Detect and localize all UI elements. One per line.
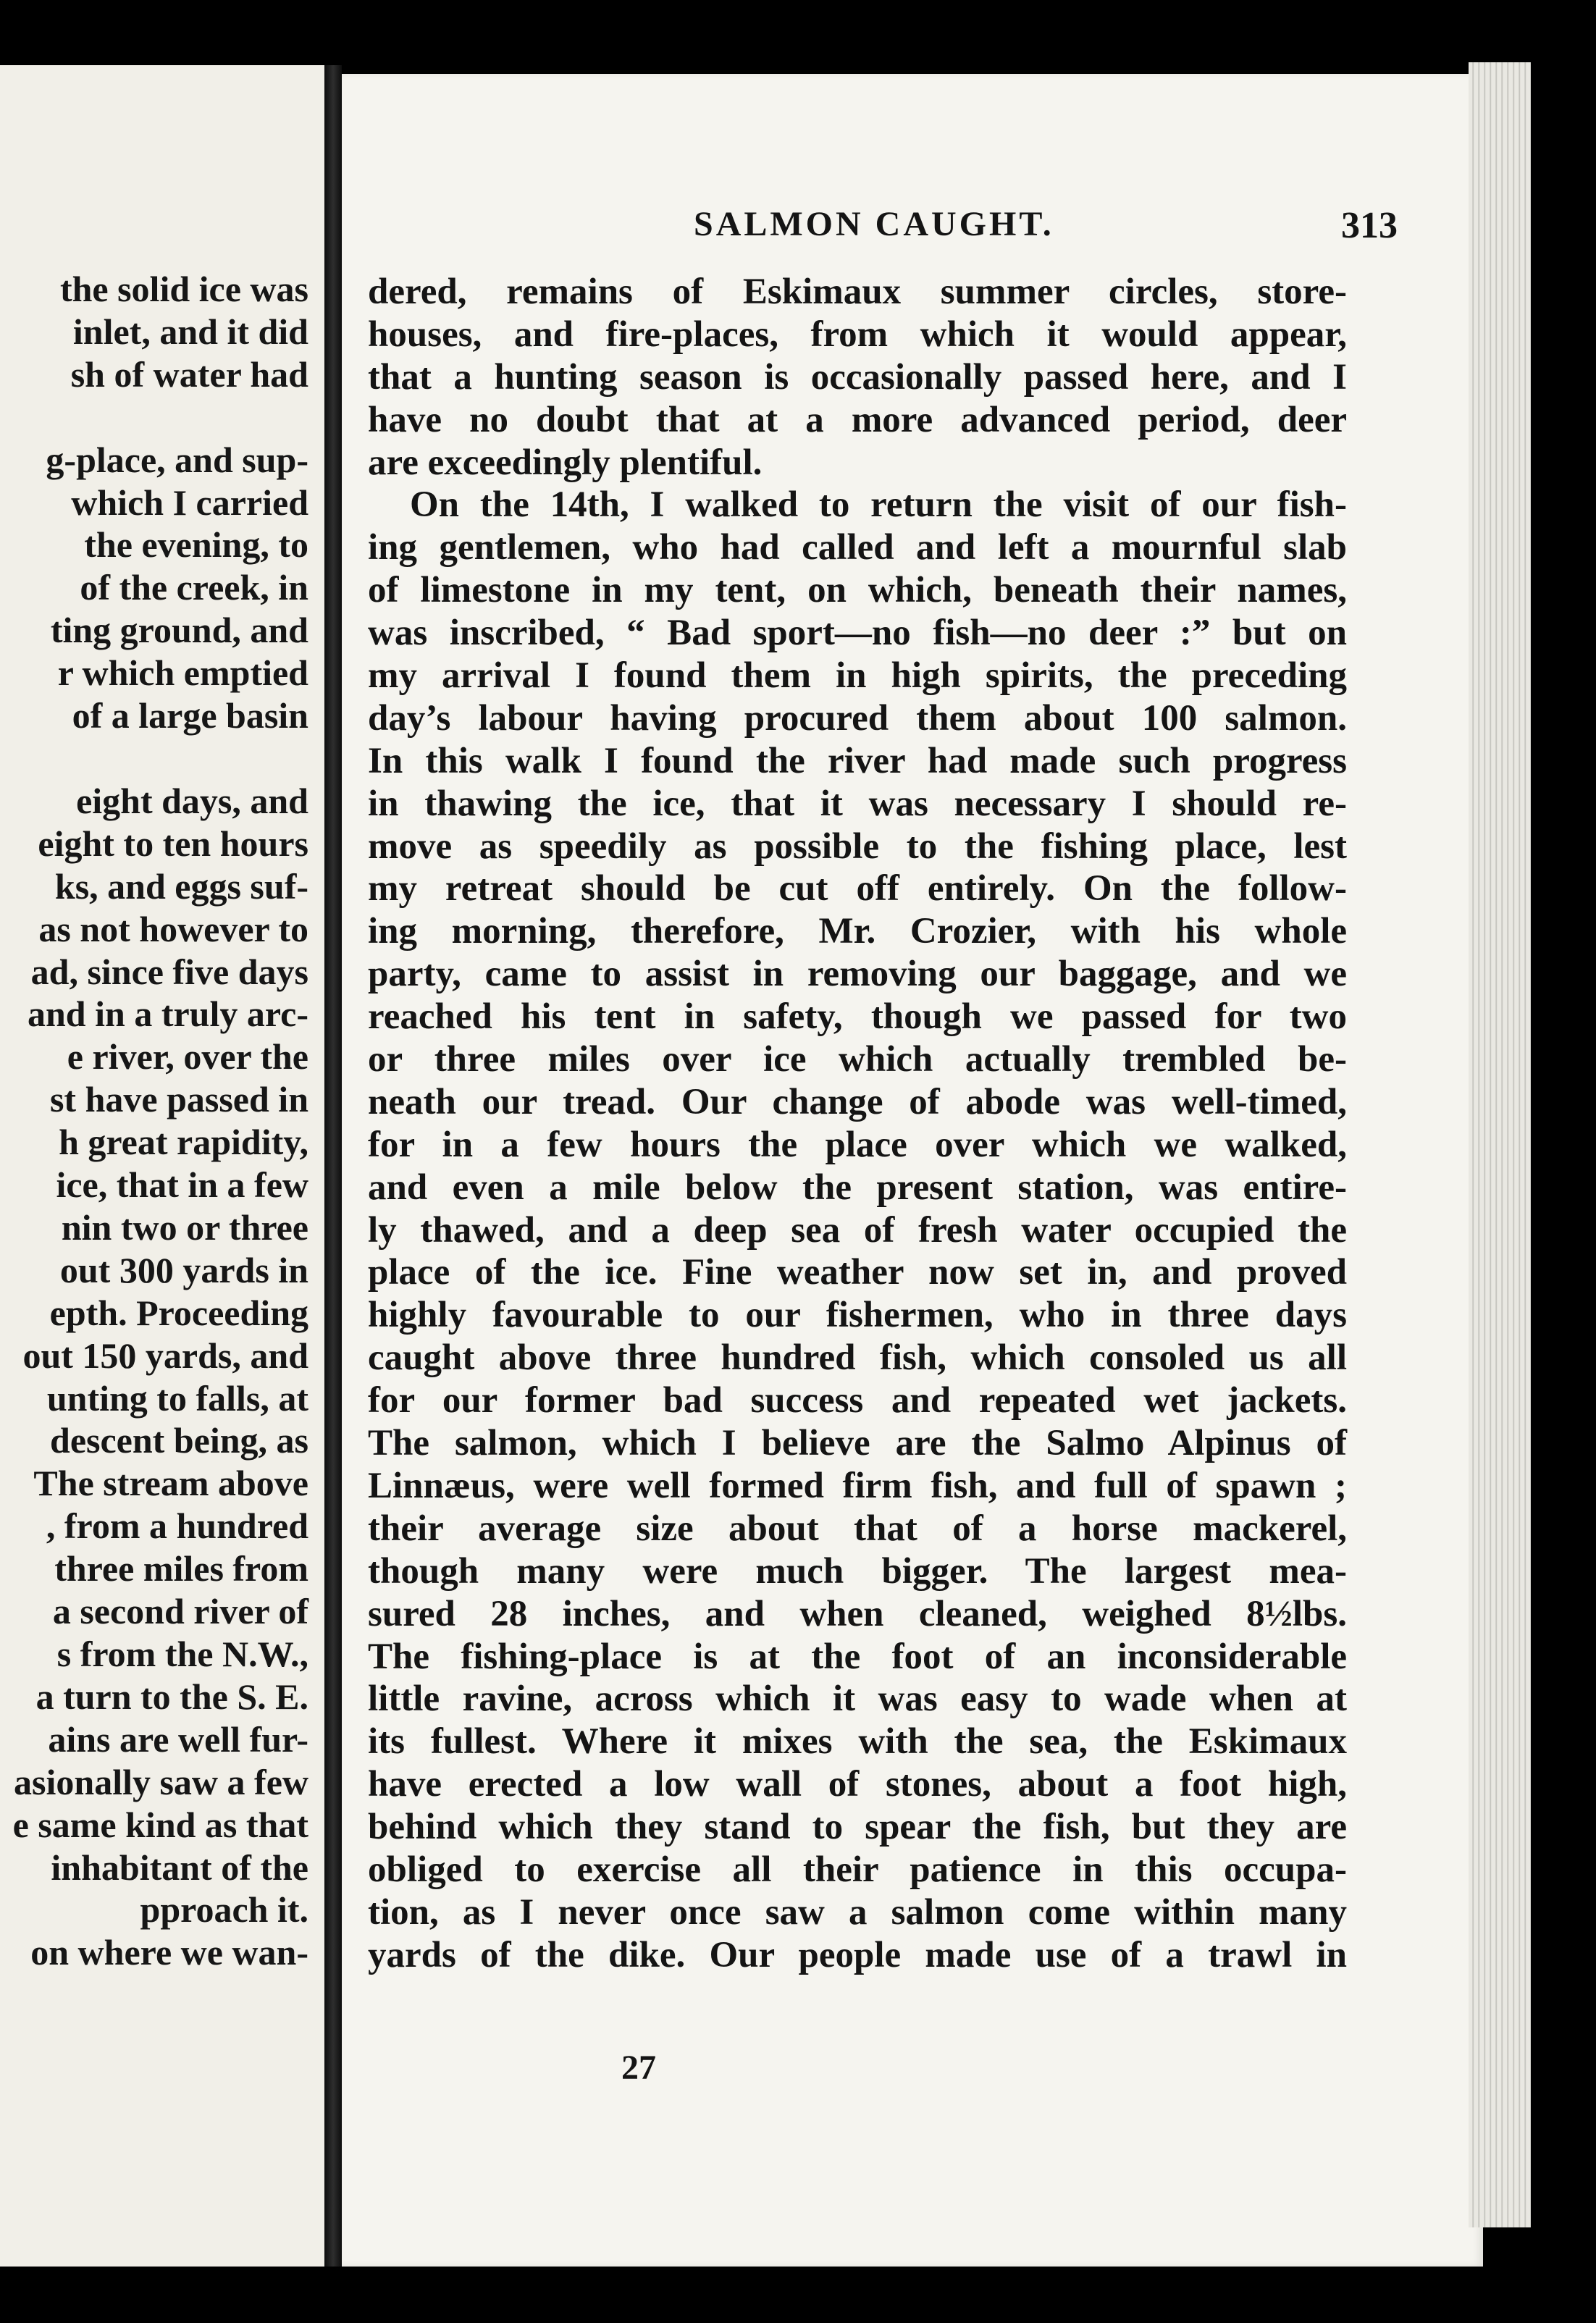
facing-page-line: out 150 yards, and xyxy=(22,1335,308,1376)
facing-page-line: s from the N.W., xyxy=(56,1634,308,1674)
text-line: houses, and fire-places, from which it would appear, xyxy=(368,314,1347,355)
text-line: In this walk I found the river had made such progress xyxy=(368,740,1347,781)
facing-page-line: ting ground, and xyxy=(50,610,308,651)
book-page xyxy=(342,74,1483,2267)
facing-page-line: e same kind as that xyxy=(12,1804,308,1845)
text-line: for in a few hours the place over which we walked, xyxy=(368,1124,1347,1165)
text-line: its fullest. Where it mixes with the sea, the Eskimaux xyxy=(368,1721,1347,1763)
text-line: ing gentlemen, who had called and left a mournful slab xyxy=(368,527,1347,568)
facing-page-line xyxy=(0,396,308,439)
text-line: tion, as I never once saw a salmon come within many xyxy=(368,1891,1347,1933)
text-line: or three miles over ice which actually trembled be- xyxy=(368,1039,1347,1080)
text-line: my arrival I found them in high spirits, the preceding xyxy=(368,655,1347,697)
facing-page-line: eight to ten hours xyxy=(38,823,308,864)
facing-page-line: sh of water had xyxy=(70,353,308,395)
signature-mark: 27 xyxy=(621,2049,656,2087)
page-number: 313 xyxy=(1341,205,1398,246)
facing-page-line: asionally saw a few xyxy=(14,1761,308,1802)
text-line: yards of the dike. Our people made use of a trawl in xyxy=(368,1934,1347,1975)
facing-page-line: unting to falls, at xyxy=(46,1377,308,1419)
facing-page-line: out 300 yards in xyxy=(59,1249,308,1290)
text-line: sured 28 inches, and when cleaned, weighed 8½lbs. xyxy=(368,1593,1347,1634)
facing-page-line: inlet, and it did xyxy=(72,311,308,352)
text-line: that a hunting season is occasionally passed here, and I xyxy=(368,356,1347,398)
text-line: ly thawed, and a deep sea of fresh water occupied the xyxy=(368,1209,1347,1251)
text-line: my retreat should be cut off entirely. On the follow- xyxy=(368,868,1347,910)
text-line: in thawing the ice, that it was necessary I should re- xyxy=(368,783,1347,824)
text-line: party, came to assist in removing our baggage, and we xyxy=(368,954,1347,995)
facing-page-line xyxy=(0,737,308,780)
text-line: ing morning, therefore, Mr. Crozier, with his whole xyxy=(368,911,1347,952)
facing-page-line: the evening, to xyxy=(84,524,308,566)
text-line: and even a mile below the present station, was entire- xyxy=(368,1167,1347,1208)
text-line: though many were much bigger. The largest mea- xyxy=(368,1550,1347,1592)
text-line: day’s labour having procured them about 100 salmon. xyxy=(368,697,1347,739)
text-line: have erected a low wall of stones, about a foot high, xyxy=(368,1764,1347,1805)
facing-page-line: r which emptied xyxy=(57,652,308,694)
facing-page-line: as not however to xyxy=(38,908,308,949)
facing-page-left xyxy=(0,65,324,2267)
facing-page-line: eight days, and xyxy=(76,780,308,821)
facing-page-line: a turn to the S. E. xyxy=(35,1676,308,1717)
facing-page-text xyxy=(0,268,308,1974)
text-line: The salmon, which I believe are the Salmo Alpinus of xyxy=(368,1423,1347,1464)
facing-page-line: e river, over the xyxy=(67,1036,308,1078)
text-line: little ravine, across which it was easy to wade when at xyxy=(368,1679,1347,1720)
running-head xyxy=(342,204,1483,255)
facing-page-line: ad, since five days xyxy=(30,951,308,992)
facing-page-line: of the creek, in xyxy=(80,567,308,608)
text-line: Linnæus, were well formed firm fish, and full of spawn ; xyxy=(368,1465,1347,1506)
page-edges xyxy=(1469,62,1531,2227)
text-line: reached his tent in safety, though we passed for two xyxy=(368,996,1347,1038)
facing-page-line: ks, and eggs suf- xyxy=(54,865,308,907)
facing-page-line: three miles from xyxy=(54,1548,308,1589)
text-line: move as speedily as possible to the fishing place, lest xyxy=(368,826,1347,867)
facing-page-line: of a large basin xyxy=(72,695,308,736)
text-line: for our former bad success and repeated wet jackets. xyxy=(368,1380,1347,1421)
facing-page-line: ains are well fur- xyxy=(48,1718,308,1760)
facing-page-line: , from a hundred xyxy=(46,1505,308,1547)
facing-page-line: descent being, as xyxy=(50,1420,308,1461)
book-gutter xyxy=(324,65,342,2267)
text-line: of limestone in my tent, on which, beneath their names, xyxy=(368,570,1347,611)
facing-page-line: inhabitant of the xyxy=(51,1847,308,1888)
facing-page-line: g-place, and sup- xyxy=(46,439,308,480)
facing-page-line: a second river of xyxy=(52,1591,308,1632)
facing-page-line: the solid ice was xyxy=(59,269,308,309)
facing-page-line: nin two or three xyxy=(61,1206,308,1248)
text-line: neath our tread. Our change of abode was well-timed, xyxy=(368,1081,1347,1122)
facing-page-line: st have passed in xyxy=(49,1079,308,1120)
text-line: caught above three hundred fish, which consoled us all xyxy=(368,1337,1347,1379)
text-line: obliged to exercise all their patience in this occupa- xyxy=(368,1849,1347,1890)
text-line: place of the ice. Fine weather now set in, and proved xyxy=(368,1252,1347,1293)
facing-page-line: on where we wan- xyxy=(30,1932,308,1973)
facing-page-line: epth. Proceeding xyxy=(49,1292,308,1333)
text-line: On the 14th, I walked to return the visit of our fish- xyxy=(410,484,1347,526)
facing-page-line: which I carried xyxy=(71,482,308,523)
text-line: dered, remains of Eskimaux summer circles, store- xyxy=(368,272,1347,312)
body-text xyxy=(368,271,1347,1977)
text-line: are exceedingly plentiful. xyxy=(368,442,763,483)
text-line: behind which they stand to spear the fish, but they are xyxy=(368,1807,1347,1848)
text-line: was inscribed, “ Bad sport—no fish—no deer :” but on xyxy=(368,613,1347,654)
facing-page-line: h great rapidity, xyxy=(59,1122,308,1163)
text-line: The fishing-place is at the foot of an inconsiderable xyxy=(368,1636,1347,1677)
text-line: highly favourable to our fishermen, who in three days xyxy=(368,1295,1347,1336)
facing-page-line: The stream above xyxy=(33,1463,308,1504)
facing-page-line: ice, that in a few xyxy=(56,1164,308,1206)
text-line: their average size about that of a horse mackerel, xyxy=(368,1508,1347,1549)
facing-page-line: and in a truly arc- xyxy=(28,994,308,1035)
text-line: have no doubt that at a more advanced period, deer xyxy=(368,399,1347,440)
running-head-title: SALMON CAUGHT. xyxy=(694,205,1054,243)
facing-page-line: pproach it. xyxy=(140,1889,308,1931)
